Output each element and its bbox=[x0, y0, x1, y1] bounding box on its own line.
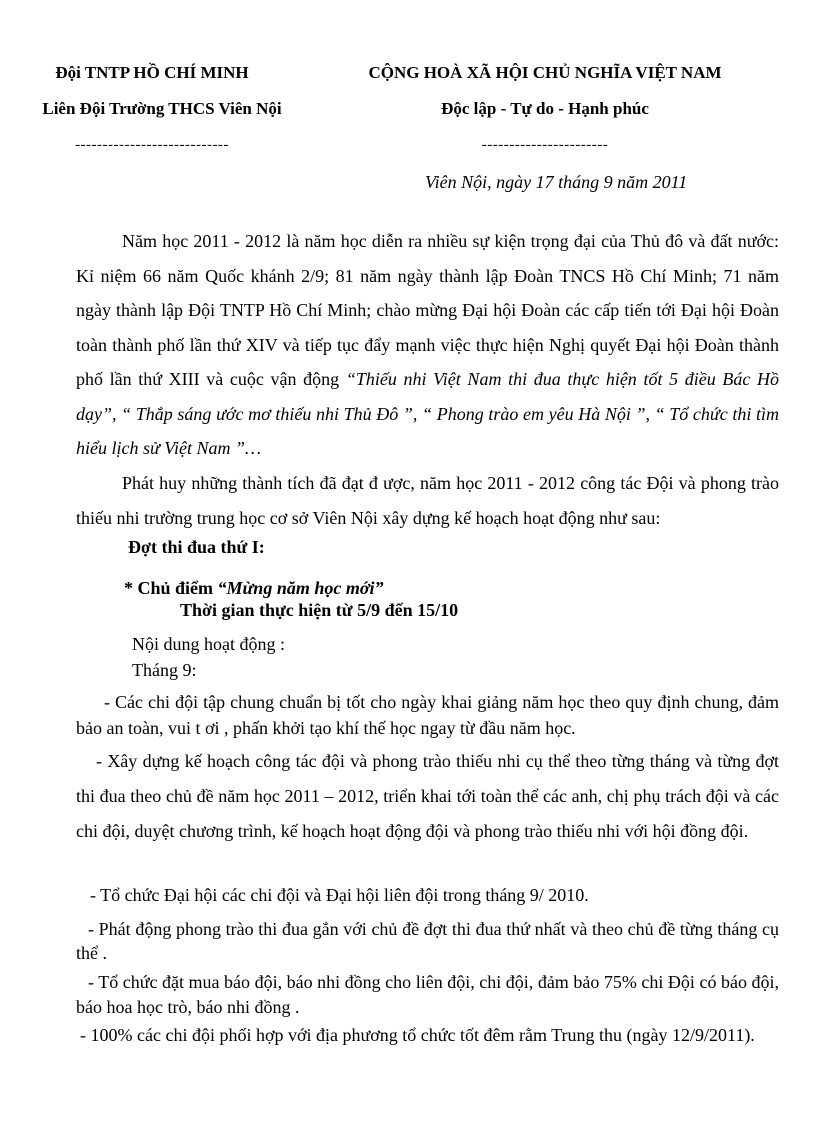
theme-name: “Mừng năm học mới” bbox=[217, 578, 384, 598]
org-name: Đội TNTP HỒ CHÍ MINH bbox=[55, 63, 249, 82]
national-motto: Độc lập - Tự do - Hạnh phúc bbox=[441, 99, 649, 118]
activity-6: - 100% các chi đội phối hợp với địa phương tổ chức tốt đêm rằm Trung thu (ngày 12/9/2011). bbox=[80, 1025, 755, 1045]
activity-2 bbox=[76, 744, 779, 849]
campaign-list: “Thiếu nhi Việt Nam thi đua thực hiện tốt 5 điều Bác Hồ dạy”, “ Thắp sáng ước mơ thiếu nhi Thủ Đô ”, “ Phong trào em yêu Hà Nội ”, “ Tổ chức thi tìm hiểu lịch sử Việt Nam ”… bbox=[76, 369, 780, 458]
activity-1-text: - Các chi đội tập chung chuẩn bị tốt cho ngày khai giảng năm học theo quy định chung, đảm bảo an toàn, vui t ơi , phấn khởi tạo khí thế học ngay từ đầu năm học. bbox=[76, 692, 779, 738]
activity-1 bbox=[76, 689, 779, 741]
activity-5-text: - Tổ chức đặt mua báo đội, báo nhi đồng cho liên đội, chi đội, đảm bảo 75% chi Đội có báo đội, báo hoa học trò, báo nhi đồng . bbox=[76, 972, 779, 1017]
phase-duration: Thời gian thực hiện từ 5/9 đến 15/10 bbox=[180, 600, 459, 620]
activity-4-text: - Phát động phong trào thi đua gắn với chủ đề đợt thi đua thứ nhất và theo chủ đề từng tháng cụ thể . bbox=[76, 919, 779, 963]
activity-5 bbox=[76, 970, 779, 1020]
month-label: Tháng 9: bbox=[132, 660, 197, 680]
intro-text: Năm học 2011 - 2012 là năm học diễn ra nhiều sự kiện trọng đại của Thủ đô và đất nước: Kỉ niệm 66 năm Quốc khánh 2/9; 81 năm ngày thành lập Đoàn TNCS Hồ Chí Minh; 71 năm ngày thành lập Đội TNTP Hồ Chí Minh; chào mừng Đại hội Đoàn các cấp tiến tới Đại hội Đoàn toàn thành phố lần thứ XIV và tiếp tục đẩy mạnh việc thực hiện Nghị quyết Đại hội Đoàn thành phố lần thứ XIII và cuộc vận động bbox=[76, 231, 779, 389]
intro-paragraph bbox=[76, 224, 779, 466]
plan-intro-text: Phát huy những thành tích đã đạt đ ược, năm học 2011 - 2012 công tác Đội và phong trào thiếu nhi trường trung học cơ sở Viên Nội xây dựng kế hoạch hoạt động như sau: bbox=[76, 473, 779, 528]
plan-intro-paragraph bbox=[76, 466, 779, 535]
org-divider: ---------------------------- bbox=[75, 137, 229, 153]
phase-title: Đợt thi đua thứ I: bbox=[128, 537, 265, 557]
theme-label: * Chủ điểm bbox=[124, 578, 214, 598]
nation-name: CỘNG HOÀ XÃ HỘI CHỦ NGHĨA VIỆT NAM bbox=[368, 63, 722, 82]
activity-2-text: - Xây dựng kế hoạch công tác đội và phong trào thiếu nhi cụ thể theo từng tháng và từng đợt thi đua theo chủ đề năm học 2011 – 2012, triển khai tới toàn thể các anh, chị phụ trách đội và các chi đội, duyệt chương trình, kế hoạch hoạt động đội và phong trào thiếu nhi với hội đồng đội. bbox=[76, 751, 779, 841]
school-name: Liên Đội Trường THCS Viên Nội bbox=[42, 99, 282, 118]
nation-divider: ----------------------- bbox=[481, 137, 609, 153]
content-label: Nội dung hoạt động : bbox=[132, 634, 285, 654]
document-date: Viên Nội, ngày 17 tháng 9 năm 2011 bbox=[425, 172, 688, 192]
activity-3: - Tổ chức Đại hội các chi đội và Đại hội liên đội trong tháng 9/ 2010. bbox=[90, 885, 589, 905]
activity-4 bbox=[76, 917, 779, 965]
theme-line bbox=[124, 578, 384, 599]
